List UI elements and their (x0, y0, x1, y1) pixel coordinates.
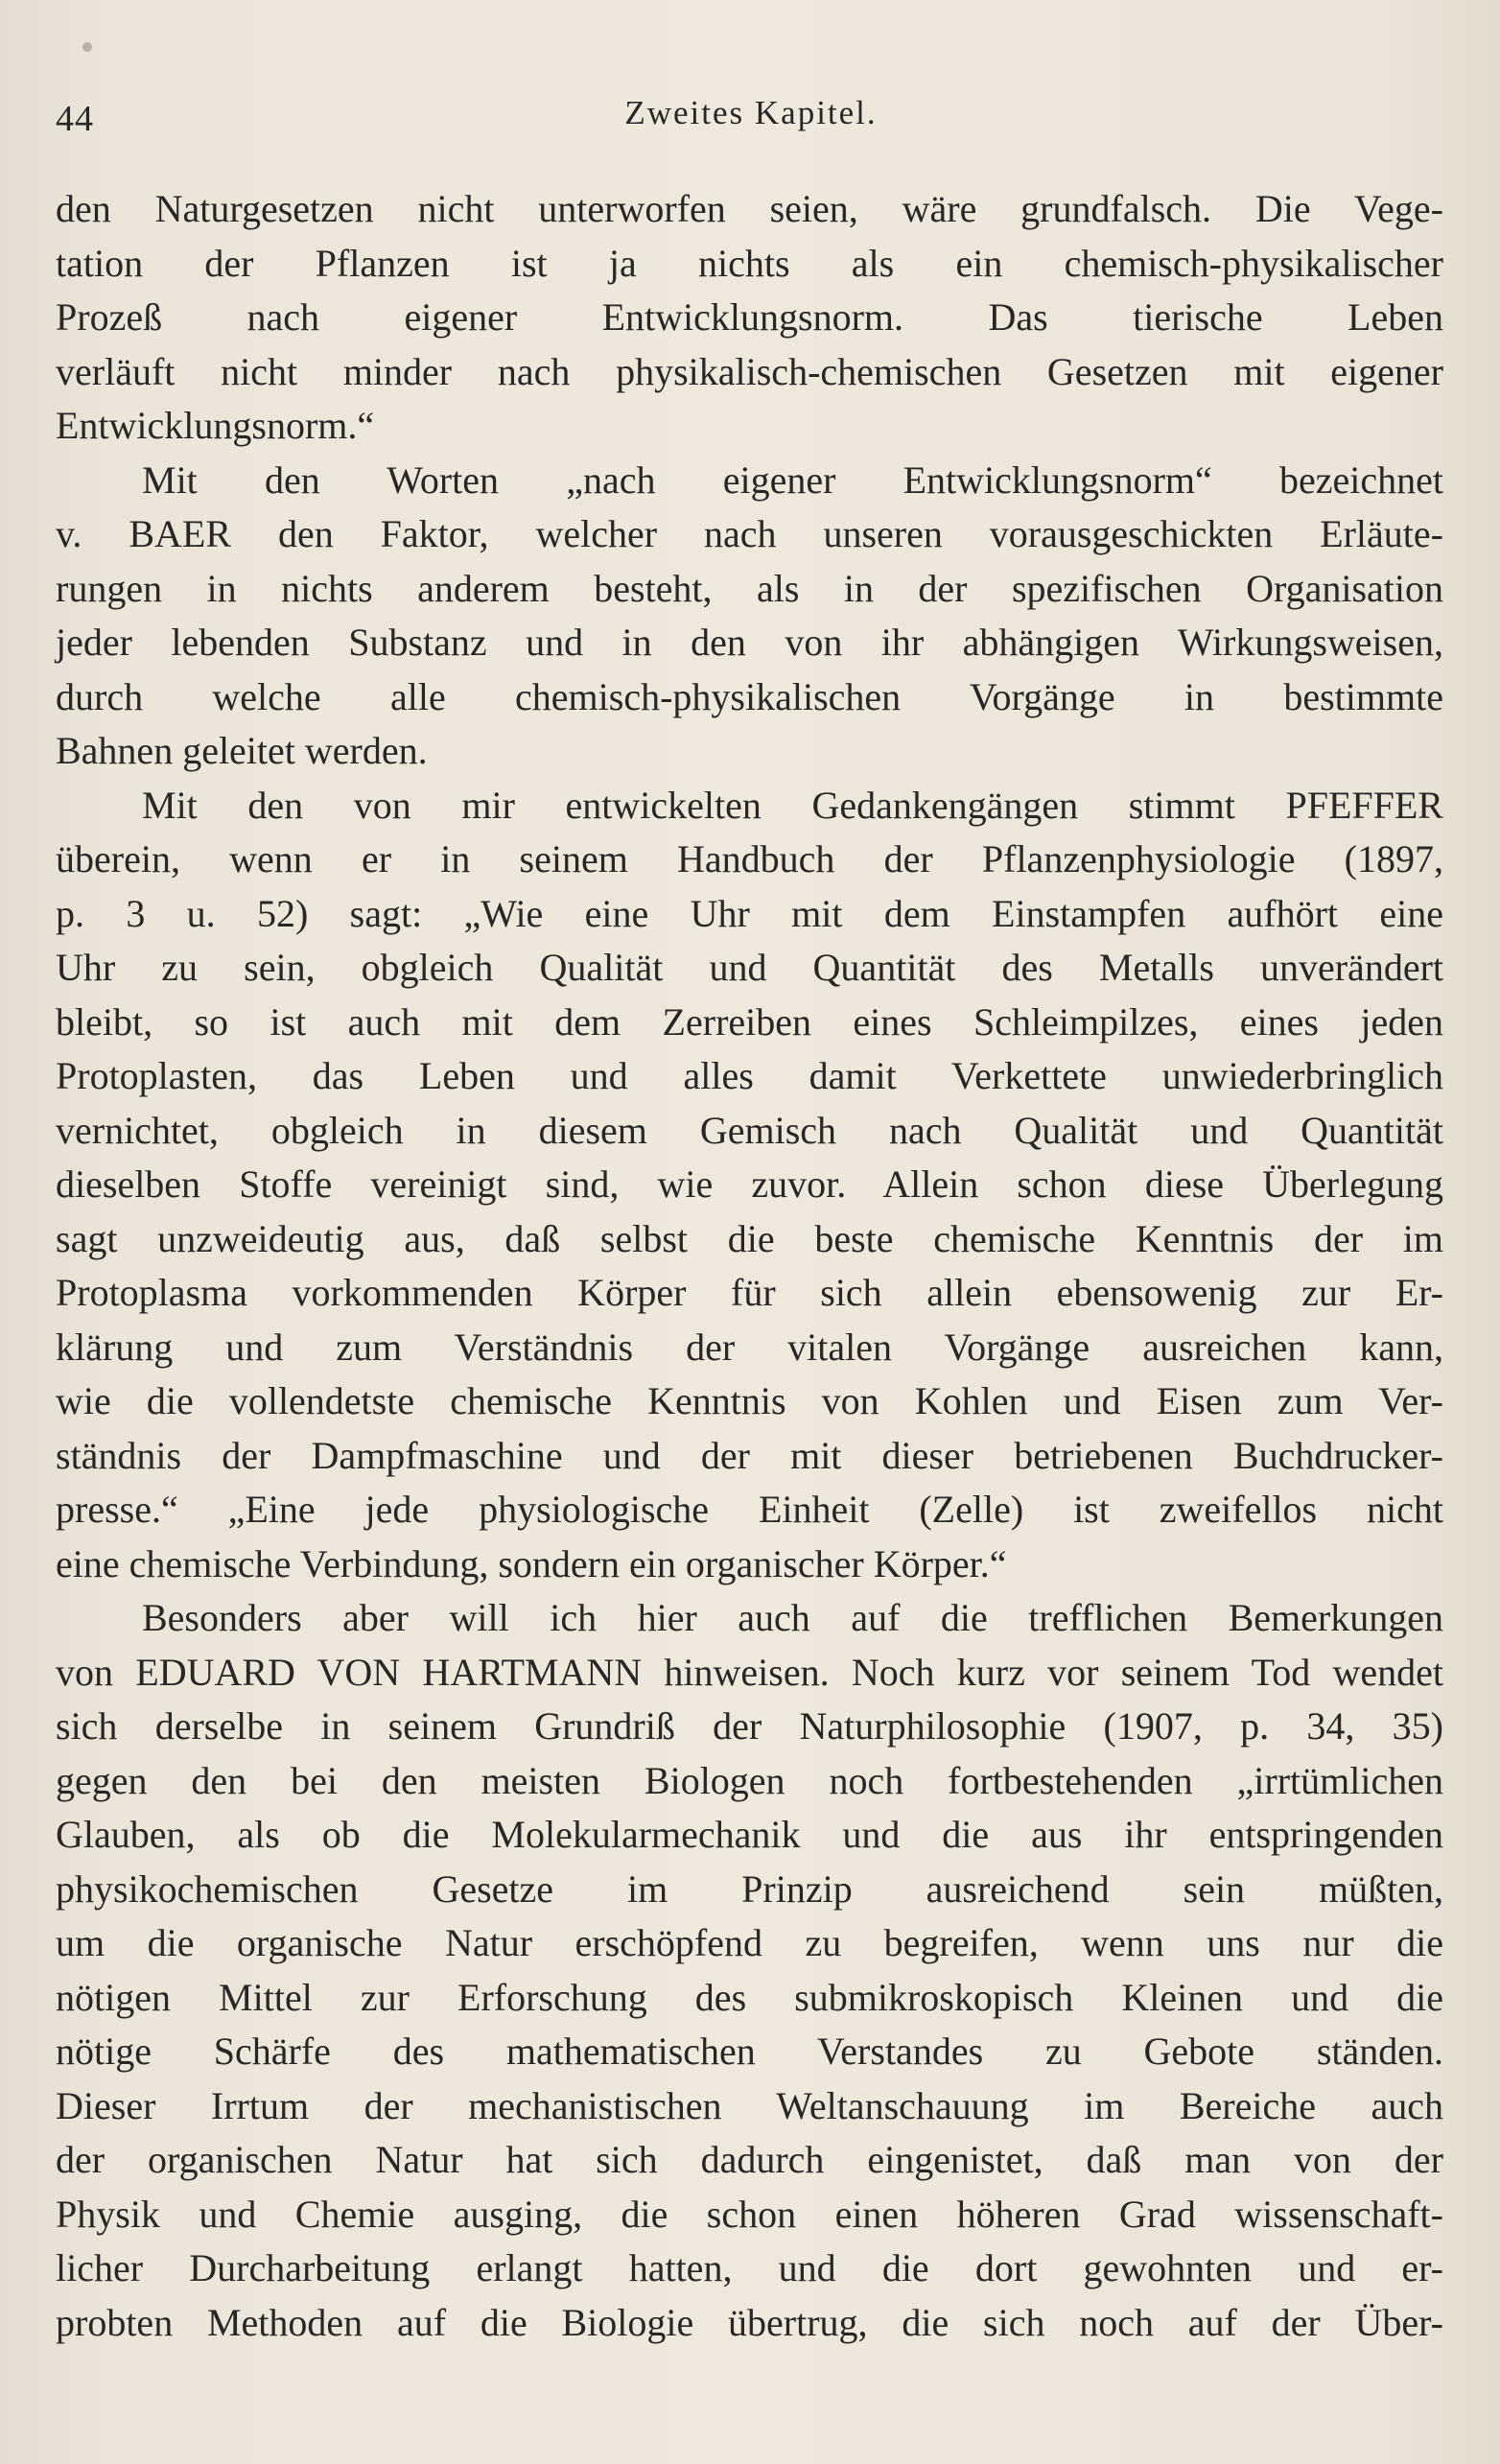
running-head: Zweites Kapitel. (624, 94, 878, 131)
text-line: bleibt, so ist auch mit dem Zerreiben eines Schleimpilzes, eines jeden (56, 999, 1443, 1044)
body-text (56, 182, 1443, 2350)
text-line: von EDUARD VON HARTMANN hinweisen. Noch kurz vor seinem Tod wendet (56, 1650, 1443, 1694)
text-line: sagt unzweideutig aus, daß selbst die beste chemische Kenntnis der im (56, 1216, 1443, 1260)
text-line: um die organische Natur erschöpfend zu begreifen, wenn uns nur die (56, 1921, 1443, 1964)
text-line: licher Durcharbeitung erlangt hatten, und die dort gewohnten und er- (56, 2246, 1443, 2289)
text-line: nötige Schärfe des mathematischen Verstandes zu Gebote ständen. (56, 2030, 1443, 2073)
text-line: sich derselbe in seinem Grundriß der Naturphilosophie (1907, p. 34, 35) (56, 1704, 1443, 1748)
text-line: presse.“ „Eine jede physiologische Einheit (Zelle) ist zweifellos nicht (56, 1488, 1443, 1531)
text-line: verläuft nicht minder nach physikalisch-chemischen Gesetzen mit eigener (56, 349, 1443, 393)
text-line: probten Methoden auf die Biologie übertrug, die sich noch auf der Über- (56, 2300, 1443, 2344)
text-line: Bahnen geleitet werden. (56, 729, 428, 772)
text-line: vernichtet, obgleich in diesem Gemisch nach Qualität und Quantität (56, 1108, 1443, 1152)
text-line: tation der Pflanzen ist ja nichts als ein chemisch-physikalischer (56, 241, 1443, 285)
text-line: Protoplasten, das Leben und alles damit Verkettete unwiederbringlich (56, 1054, 1443, 1097)
text-line: p. 3 u. 52) sagt: „Wie eine Uhr mit dem Einstampfen aufhört eine (56, 891, 1443, 935)
page-number: 44 (56, 99, 94, 139)
text-line: der organischen Natur hat sich dadurch eingenistet, daß man von der (56, 2138, 1443, 2181)
text-line: v. BAER den Faktor, welcher nach unseren vorausgeschickten Erläute- (56, 512, 1443, 555)
text-line: Prozeß nach eigener Entwicklungsnorm. Das tierische Leben (56, 295, 1443, 339)
text-line: Protoplasma vorkommenden Körper für sich allein ebensowenig zur Er- (56, 1271, 1443, 1314)
text-line: klärung und zum Verständnis der vitalen Vorgänge ausreichen kann, (56, 1325, 1443, 1369)
text-line: eine chemische Verbindung, sondern ein organischer Körper.“ (56, 1541, 1007, 1585)
text-line: jeder lebenden Substanz und in den von ihr abhängigen Wirkungsweisen, (56, 621, 1443, 664)
text-line: überein, wenn er in seinem Handbuch der Pflanzenphysiologie (1897, (56, 837, 1443, 880)
text-line: Mit den Worten „nach eigener Entwicklungsnorm“ bezeichnet (142, 458, 1443, 502)
text-line: Physik und Chemie ausging, die schon einen höheren Grad wissenschaft- (56, 2192, 1443, 2236)
page-header (56, 94, 1446, 152)
paper-speck (82, 42, 92, 52)
text-line: den Naturgesetzen nicht unterworfen seien, wäre grundfalsch. Die Vege- (56, 187, 1443, 230)
text-line: Mit den von mir entwickelten Gedankengängen stimmt PFEFFER (142, 783, 1443, 827)
text-line: rungen in nichts anderem besteht, als in der spezifischen Organisation (56, 566, 1443, 610)
text-line: wie die vollendetste chemische Kenntnis von Kohlen und Eisen zum Ver- (56, 1379, 1443, 1422)
text-line: Entwicklungsnorm.“ (56, 404, 375, 447)
text-line: nötigen Mittel zur Erforschung des submikroskopisch Kleinen und die (56, 1975, 1443, 2019)
text-line: Uhr zu sein, obgleich Qualität und Quantität des Metalls unverändert (56, 946, 1443, 989)
text-line: Besonders aber will ich hier auch auf die trefflichen Bemerkungen (142, 1596, 1443, 1639)
text-line: physikochemischen Gesetze im Prinzip ausreichend sein müßten, (56, 1866, 1443, 1911)
text-line: Glauben, als ob die Molekularmechanik und die aus ihr entspringenden (56, 1813, 1443, 1856)
text-line: gegen den bei den meisten Biologen noch fortbestehenden „irrtümlichen (56, 1758, 1443, 1802)
text-line: durch welche alle chemisch-physikalischen Vorgänge in bestimmte (56, 674, 1443, 718)
text-line: ständnis der Dampfmaschine und der mit dieser betriebenen Buchdrucker- (56, 1433, 1443, 1477)
text-line: Dieser Irrtum der mechanistischen Weltanschauung im Bereiche auch (56, 2083, 1443, 2127)
text-line: dieselben Stoffe vereinigt sind, wie zuvor. Allein schon diese Überlegung (56, 1162, 1443, 1206)
